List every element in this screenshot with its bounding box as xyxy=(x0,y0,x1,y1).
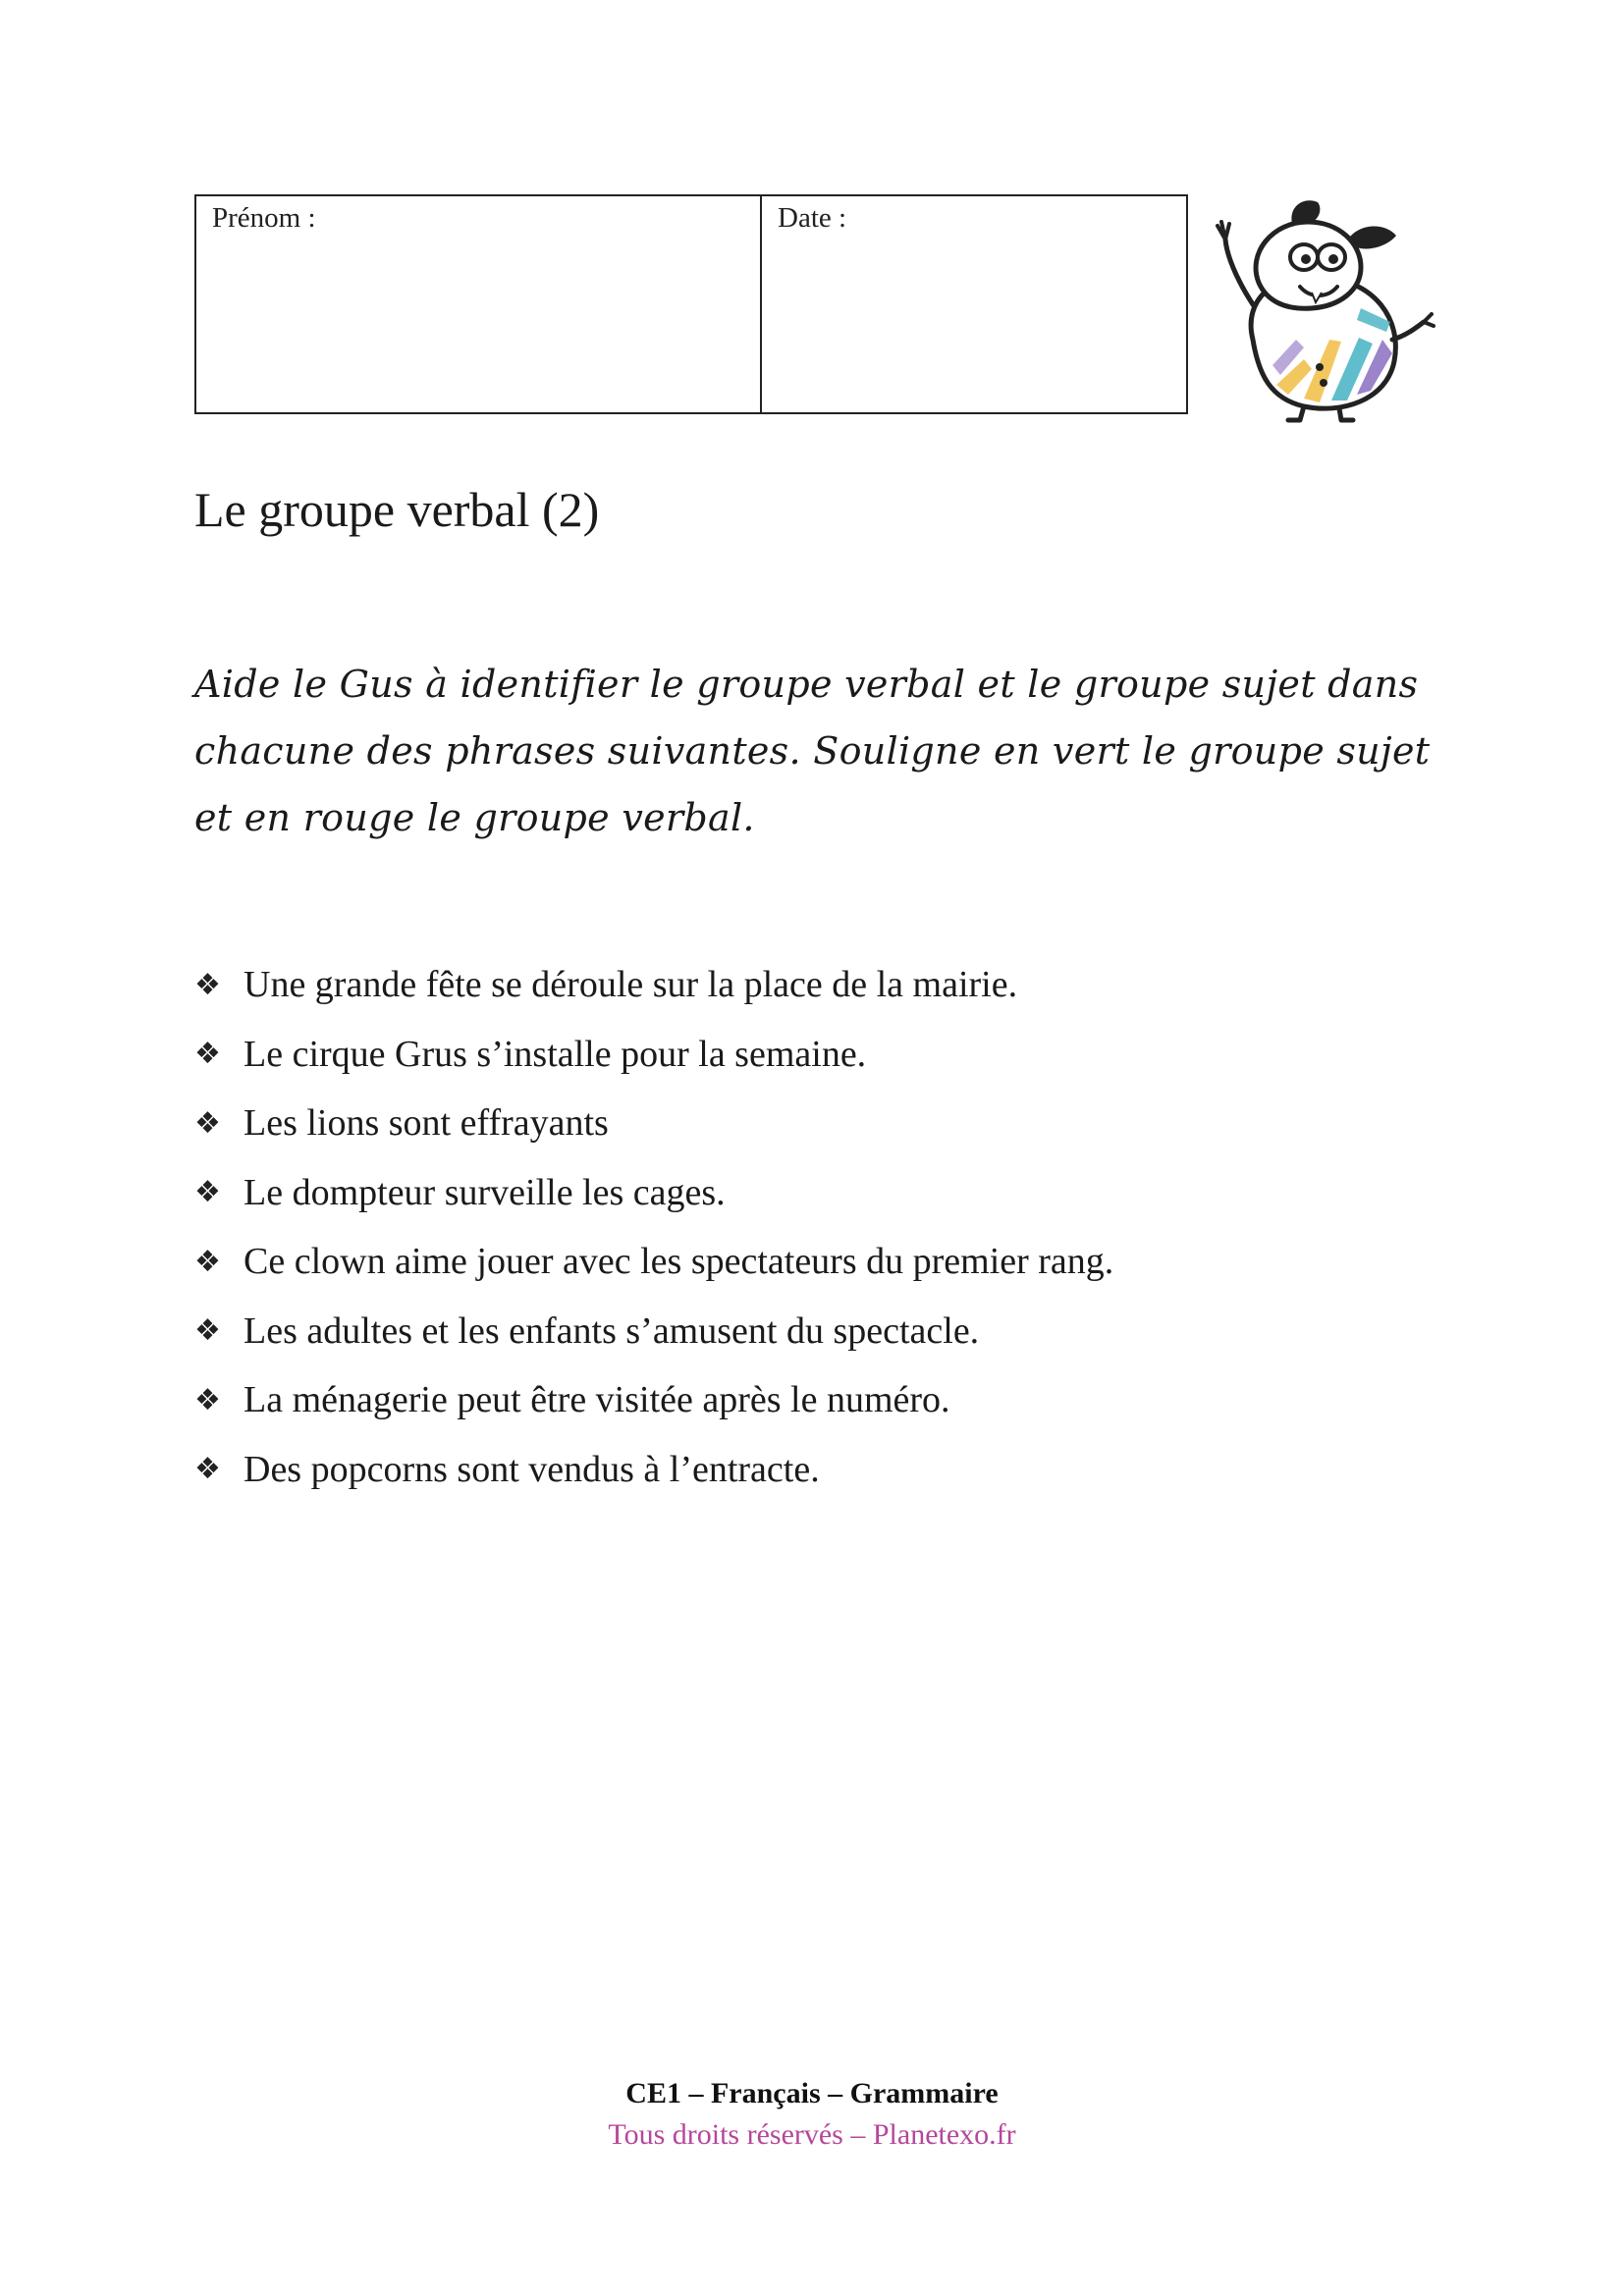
date-field[interactable] xyxy=(762,196,1186,412)
sentence-text: Les lions sont effrayants xyxy=(244,1102,609,1145)
sentence-text: Ce clown aime jouer avec les spectateurs du premier rang. xyxy=(244,1241,1114,1283)
diamond-bullet-icon: ❖ xyxy=(194,967,221,1002)
sentence-text: Les adultes et les enfants s’amusent du spectacle. xyxy=(244,1309,980,1352)
student-info-table xyxy=(194,194,1188,414)
sentence-item xyxy=(194,1227,1113,1297)
exercise-instructions: Aide le Gus à identifier le groupe verbal et le groupe sujet dans chacune des phrases suivantes. Souligne en vert le groupe sujet et en rouge le groupe verbal. xyxy=(194,663,1431,839)
sentence-list xyxy=(194,950,1113,1504)
sentence-text: Le dompteur surveille les cages. xyxy=(244,1171,726,1213)
date-label: Date : xyxy=(778,202,847,234)
diamond-bullet-icon: ❖ xyxy=(194,1244,221,1279)
page-title: Le groupe verbal (2) xyxy=(194,482,600,537)
diamond-bullet-icon: ❖ xyxy=(194,1037,221,1072)
footer-level: CE1 – Français – Grammaire xyxy=(625,2077,999,2109)
sentence-item xyxy=(194,1365,1113,1435)
footer-rights: Tous droits réservés – Planetexo.fr xyxy=(608,2118,1016,2151)
diamond-bullet-icon: ❖ xyxy=(194,1313,221,1349)
sentence-item xyxy=(194,1297,1113,1366)
name-label: Prénom : xyxy=(212,202,316,234)
sentence-item xyxy=(194,1089,1113,1158)
sentence-item xyxy=(194,1158,1113,1228)
diamond-bullet-icon: ❖ xyxy=(194,1175,221,1210)
diamond-bullet-icon: ❖ xyxy=(194,1105,221,1141)
diamond-bullet-icon: ❖ xyxy=(194,1382,221,1417)
sentence-item xyxy=(194,1435,1113,1505)
gus-mascot-illustration xyxy=(1214,192,1435,424)
sentence-text: Des popcorns sont vendus à l’entracte. xyxy=(244,1448,820,1490)
diamond-bullet-icon: ❖ xyxy=(194,1452,221,1487)
sentence-text: Le cirque Grus s’installe pour la semaine. xyxy=(244,1033,867,1075)
sentence-text: Une grande fête se déroule sur la place de la mairie. xyxy=(244,964,1018,1006)
sentence-item xyxy=(194,1020,1113,1090)
sentence-item xyxy=(194,950,1113,1020)
name-field[interactable] xyxy=(196,196,762,412)
sentence-text: La ménagerie peut être visitée après le numéro. xyxy=(244,1379,950,1421)
